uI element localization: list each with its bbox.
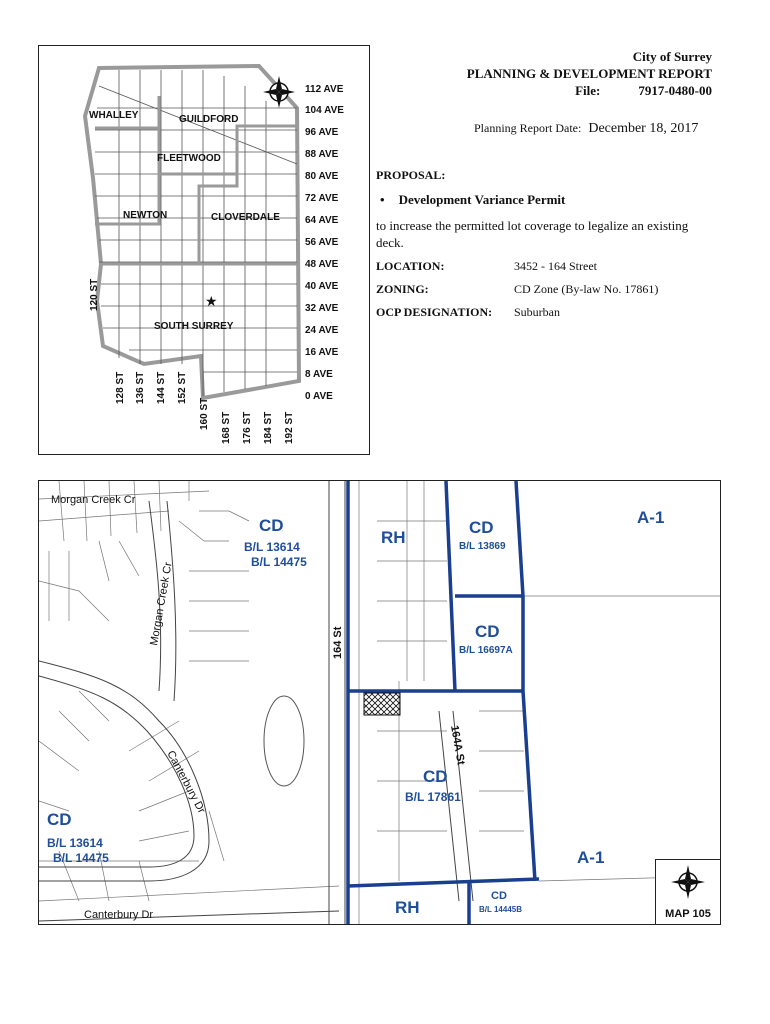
zone-cd-a: CD [469, 518, 494, 537]
ave-label: 32 AVE [305, 303, 339, 314]
file-label: File: [575, 83, 601, 98]
subject-site-hatch [364, 693, 400, 715]
field-key: LOCATION: [376, 259, 445, 273]
ave-label: 0 AVE [305, 391, 333, 402]
city-name: City of Surrey [632, 49, 712, 64]
st-label: 144 ST [156, 371, 167, 404]
field-row [376, 259, 658, 282]
proposal-item [380, 192, 565, 208]
zone-cd-top: CD [259, 516, 284, 535]
report-title: PLANNING & DEVELOPMENT REPORT [466, 66, 712, 81]
area-cloverdale: CLOVERDALE [211, 212, 280, 223]
zone-cd-left-bylaw-2: B/L 14475 [53, 851, 109, 865]
map-number: MAP 105 [665, 908, 711, 920]
pond-outline [264, 696, 304, 786]
zone-cd-b-bylaw: B/L 16697A [459, 645, 513, 656]
st-label: 160 ST [199, 397, 210, 430]
zone-cd-c: CD [423, 767, 448, 786]
field-row [376, 305, 658, 328]
zone-cd-b: CD [475, 622, 500, 641]
zone-cd-a-bylaw: B/L 13869 [459, 541, 506, 552]
report-header [467, 48, 712, 99]
ave-label: 80 AVE [305, 171, 339, 182]
ave-label: 72 AVE [305, 193, 339, 204]
street-canterbury-dr-bottom: Canterbury Dr [84, 909, 154, 921]
ave-label: 24 AVE [305, 325, 339, 336]
area-guildford: GUILDFORD [179, 114, 239, 125]
area-newton: NEWTON [123, 210, 168, 221]
site-fields [376, 259, 658, 328]
field-key: ZONING: [376, 282, 429, 296]
st-label: 152 ST [177, 371, 188, 404]
ave-label: 48 AVE [305, 259, 339, 270]
field-row [376, 282, 658, 305]
ave-label: 16 AVE [305, 347, 339, 358]
report-date [474, 121, 698, 137]
bullet-icon: • [380, 192, 385, 207]
zone-cd-d-bylaw: B/L 14445B [479, 905, 522, 914]
street-164a-st: 164A St [448, 724, 467, 766]
zone-cd-top-bylaw-2: B/L 14475 [251, 555, 307, 569]
proposal-item-text: Development Variance Permit [398, 192, 566, 207]
ave-label: 56 AVE [305, 237, 339, 248]
key-map-graphic [39, 46, 369, 454]
ave-label: 96 AVE [305, 127, 339, 138]
map-label-box [655, 859, 720, 924]
site-map [38, 480, 721, 925]
proposal-heading: PROPOSAL: [376, 168, 446, 182]
compass-icon [656, 860, 720, 904]
field-value: Suburban [514, 305, 560, 319]
zone-a1-bottom: A-1 [577, 848, 605, 867]
ave-label: 40 AVE [305, 281, 339, 292]
ave-label: 64 AVE [305, 215, 339, 226]
area-fleetwood: FLEETWOOD [157, 153, 221, 164]
avenue-labels [305, 84, 344, 402]
zone-cd-d: CD [491, 890, 507, 902]
ave-label: 112 AVE [305, 84, 344, 95]
st-label: 184 ST [263, 411, 274, 444]
field-value: 3452 - 164 Street [514, 259, 597, 273]
ave-label: 88 AVE [305, 149, 339, 160]
street-labels [89, 279, 295, 444]
zone-cd-left: CD [47, 810, 72, 829]
zone-cd-top-bylaw-1: B/L 13614 [244, 540, 300, 554]
zone-cd-c-bylaw: B/L 17861 [405, 790, 461, 804]
field-key: OCP DESIGNATION: [376, 305, 493, 319]
st-label: 176 ST [242, 411, 253, 444]
ave-label: 8 AVE [305, 369, 333, 380]
st-label: 168 ST [221, 411, 232, 444]
ave-label: 104 AVE [305, 105, 344, 116]
st-label: 128 ST [115, 371, 126, 404]
area-whalley: WHALLEY [89, 110, 139, 121]
zone-cd-left-bylaw-1: B/L 13614 [47, 836, 103, 850]
file-number: 7917-0480-00 [638, 83, 712, 98]
zone-a1-top: A-1 [637, 508, 665, 527]
file-row [467, 82, 712, 99]
st-label: 136 ST [135, 371, 146, 404]
st-label: 120 ST [89, 278, 100, 311]
st-label: 192 ST [284, 411, 295, 444]
site-map-graphic [39, 481, 721, 925]
proposal-description: to increase the permitted lot coverage to legalize an existing deck. [376, 218, 689, 250]
street-canterbury-dr: Canterbury Dr [164, 748, 208, 816]
field-value: CD Zone (By-law No. 17861) [514, 282, 659, 296]
zone-rh-bottom: RH [395, 898, 420, 917]
street-164-st: 164 St [332, 626, 344, 659]
street-morgan-creek-cr-top: Morgan Creek Cr [51, 494, 136, 506]
report-date-label: Planning Report Date: [474, 121, 582, 135]
zone-rh-top: RH [381, 528, 406, 547]
street-morgan-creek-cr: Morgan Creek Cr [148, 561, 175, 647]
site-star-icon: ★ [205, 295, 218, 310]
report-date-value: December 18, 2017 [588, 121, 699, 136]
key-map [38, 45, 370, 455]
area-south-surrey: SOUTH SURREY [154, 321, 234, 332]
